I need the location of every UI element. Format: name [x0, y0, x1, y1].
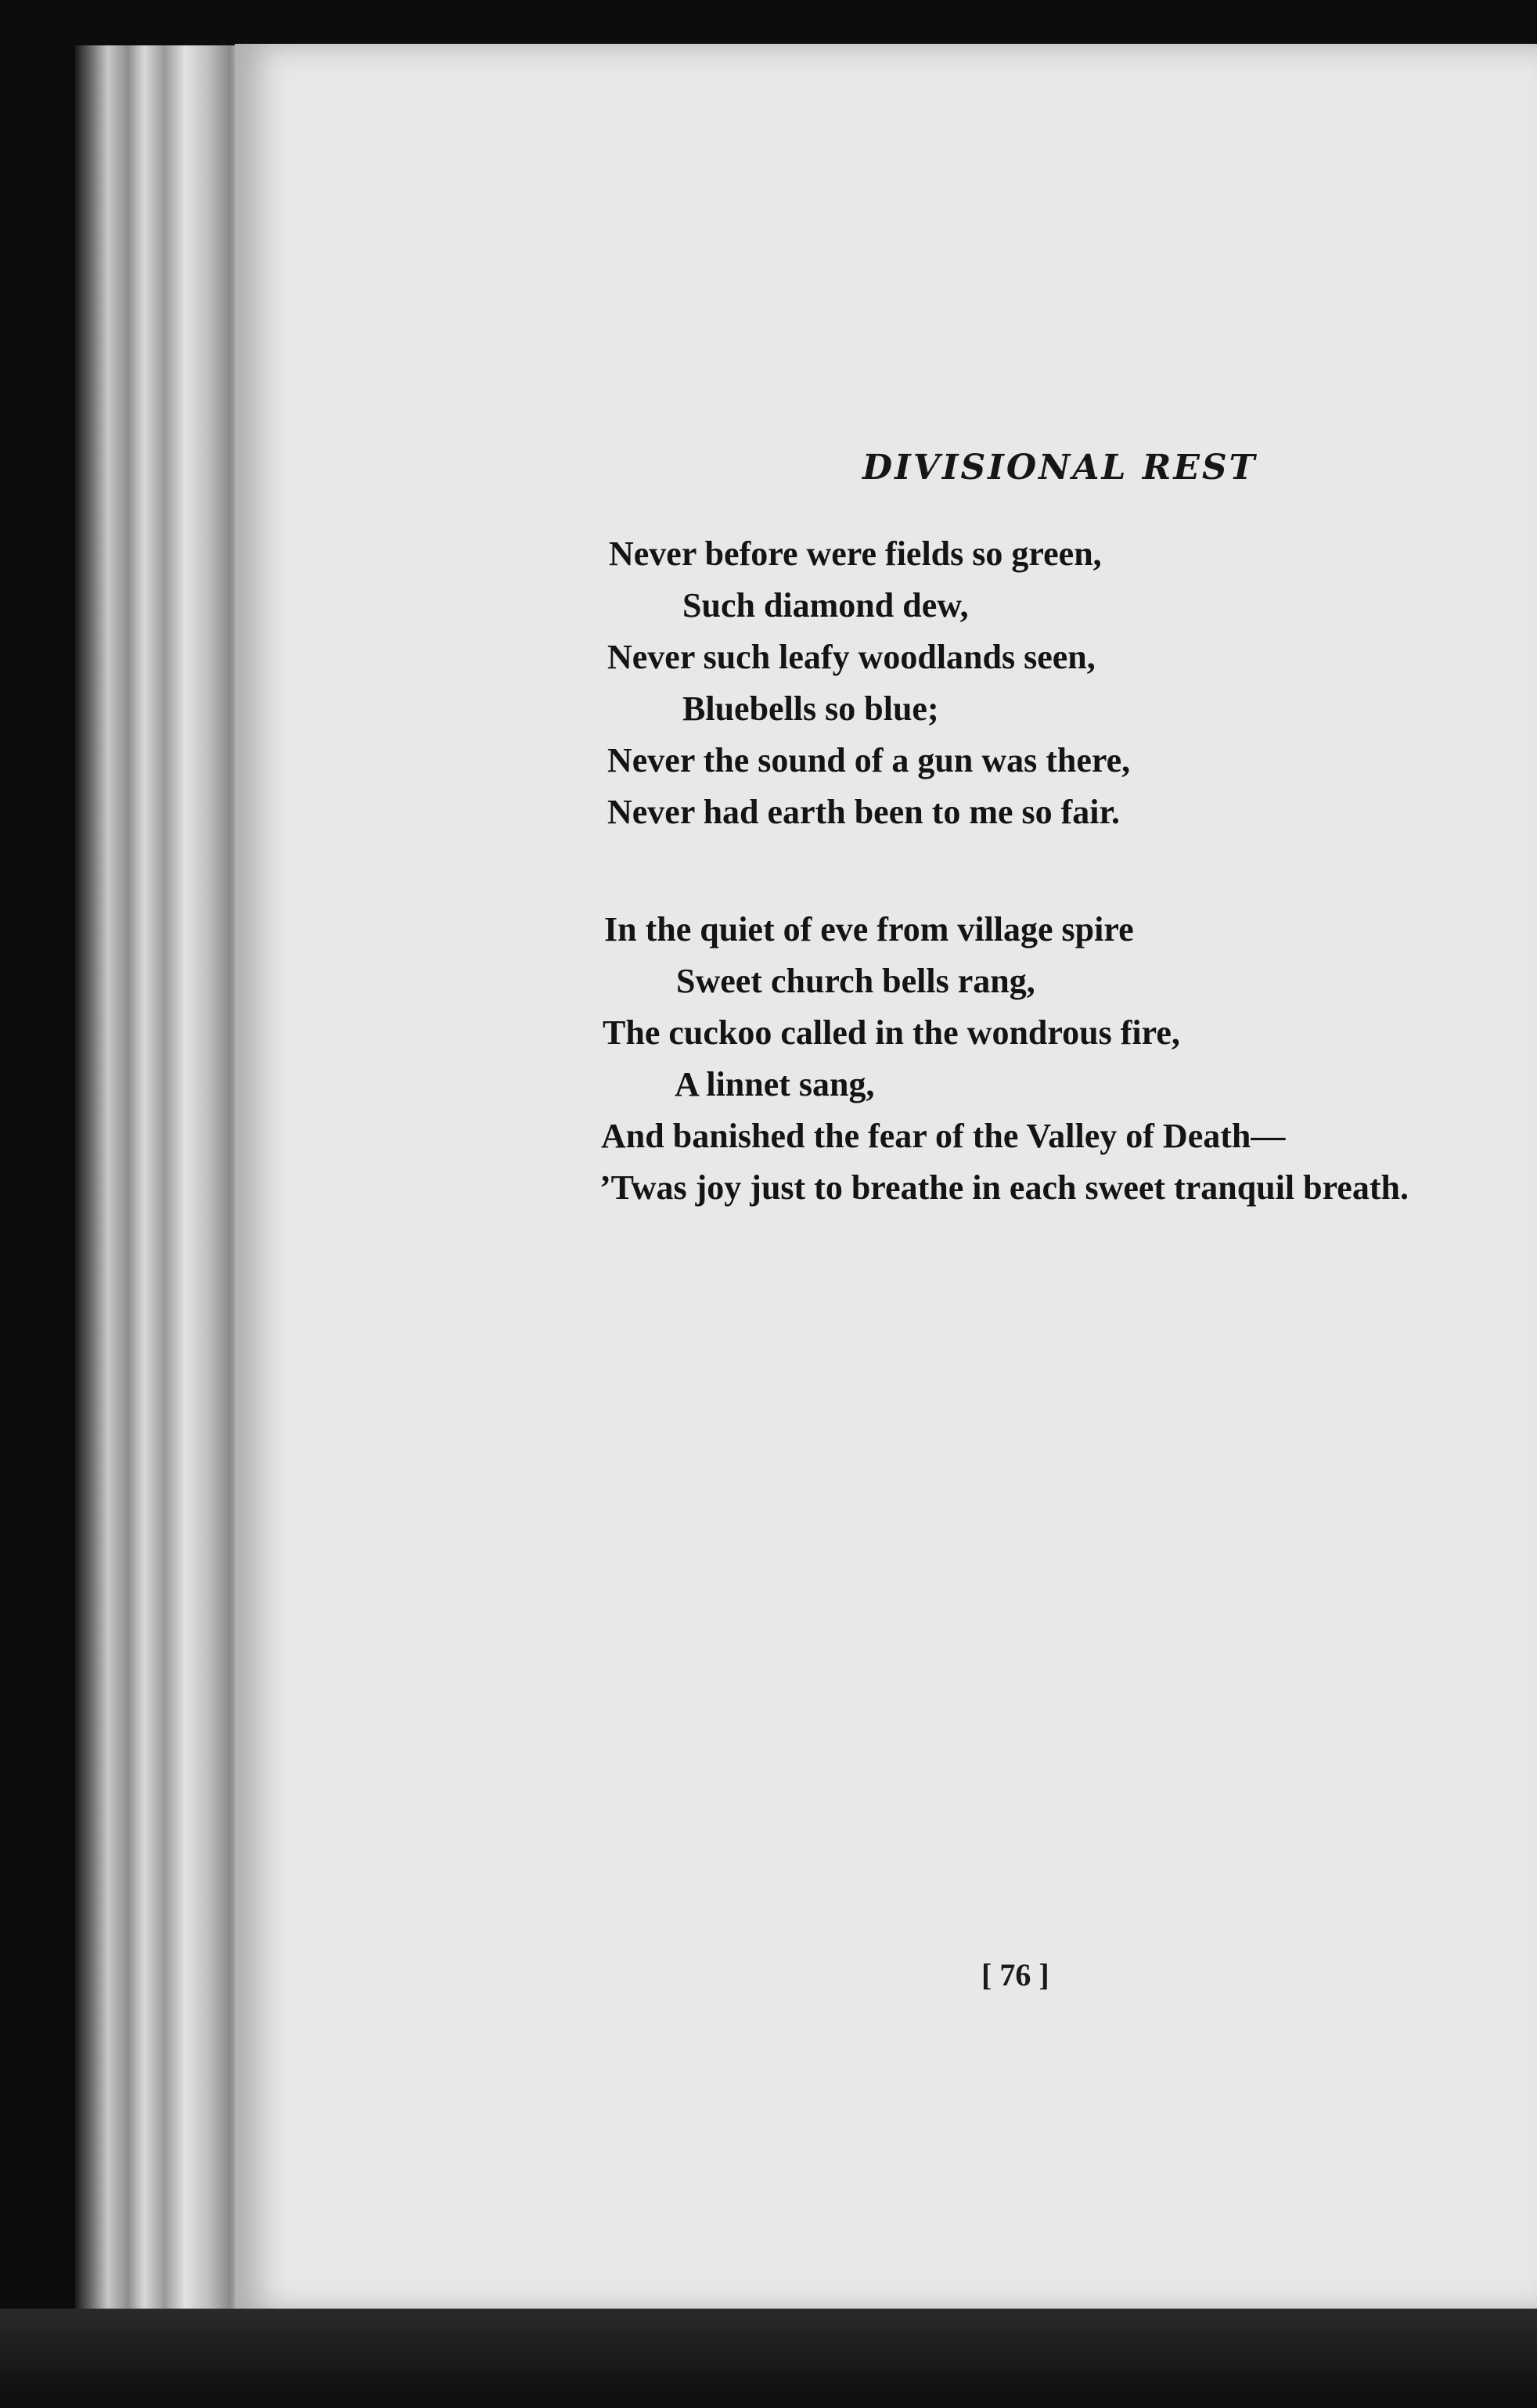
- poem-line: And banished the fear of the Valley of Death—: [601, 1117, 1286, 1155]
- poem-line: ’Twas joy just to breathe in each sweet tranquil breath.: [599, 1168, 1409, 1207]
- poem-title: DIVISIONAL REST: [862, 448, 1258, 488]
- poem-line: Never before were fields so green,: [609, 535, 1102, 573]
- poem-line: Such diamond dew,: [682, 586, 969, 624]
- poem-line: In the quiet of eve from village spire: [604, 910, 1134, 948]
- poem-line: Bluebells so blue;: [682, 689, 939, 728]
- poem-line: Never the sound of a gun was there,: [607, 741, 1131, 779]
- poem-line: The cuckoo called in the wondrous fire,: [603, 1013, 1180, 1052]
- poem-line: Sweet church bells rang,: [676, 962, 1035, 1000]
- poem-line: Never had earth been to me so fair.: [607, 793, 1121, 831]
- poem-line: A linnet sang,: [675, 1065, 875, 1103]
- poem-line: Never such leafy woodlands seen,: [607, 638, 1096, 676]
- page-number: [ 76 ]: [981, 1957, 1049, 1992]
- scan-bottom-edge: [0, 2309, 1537, 2408]
